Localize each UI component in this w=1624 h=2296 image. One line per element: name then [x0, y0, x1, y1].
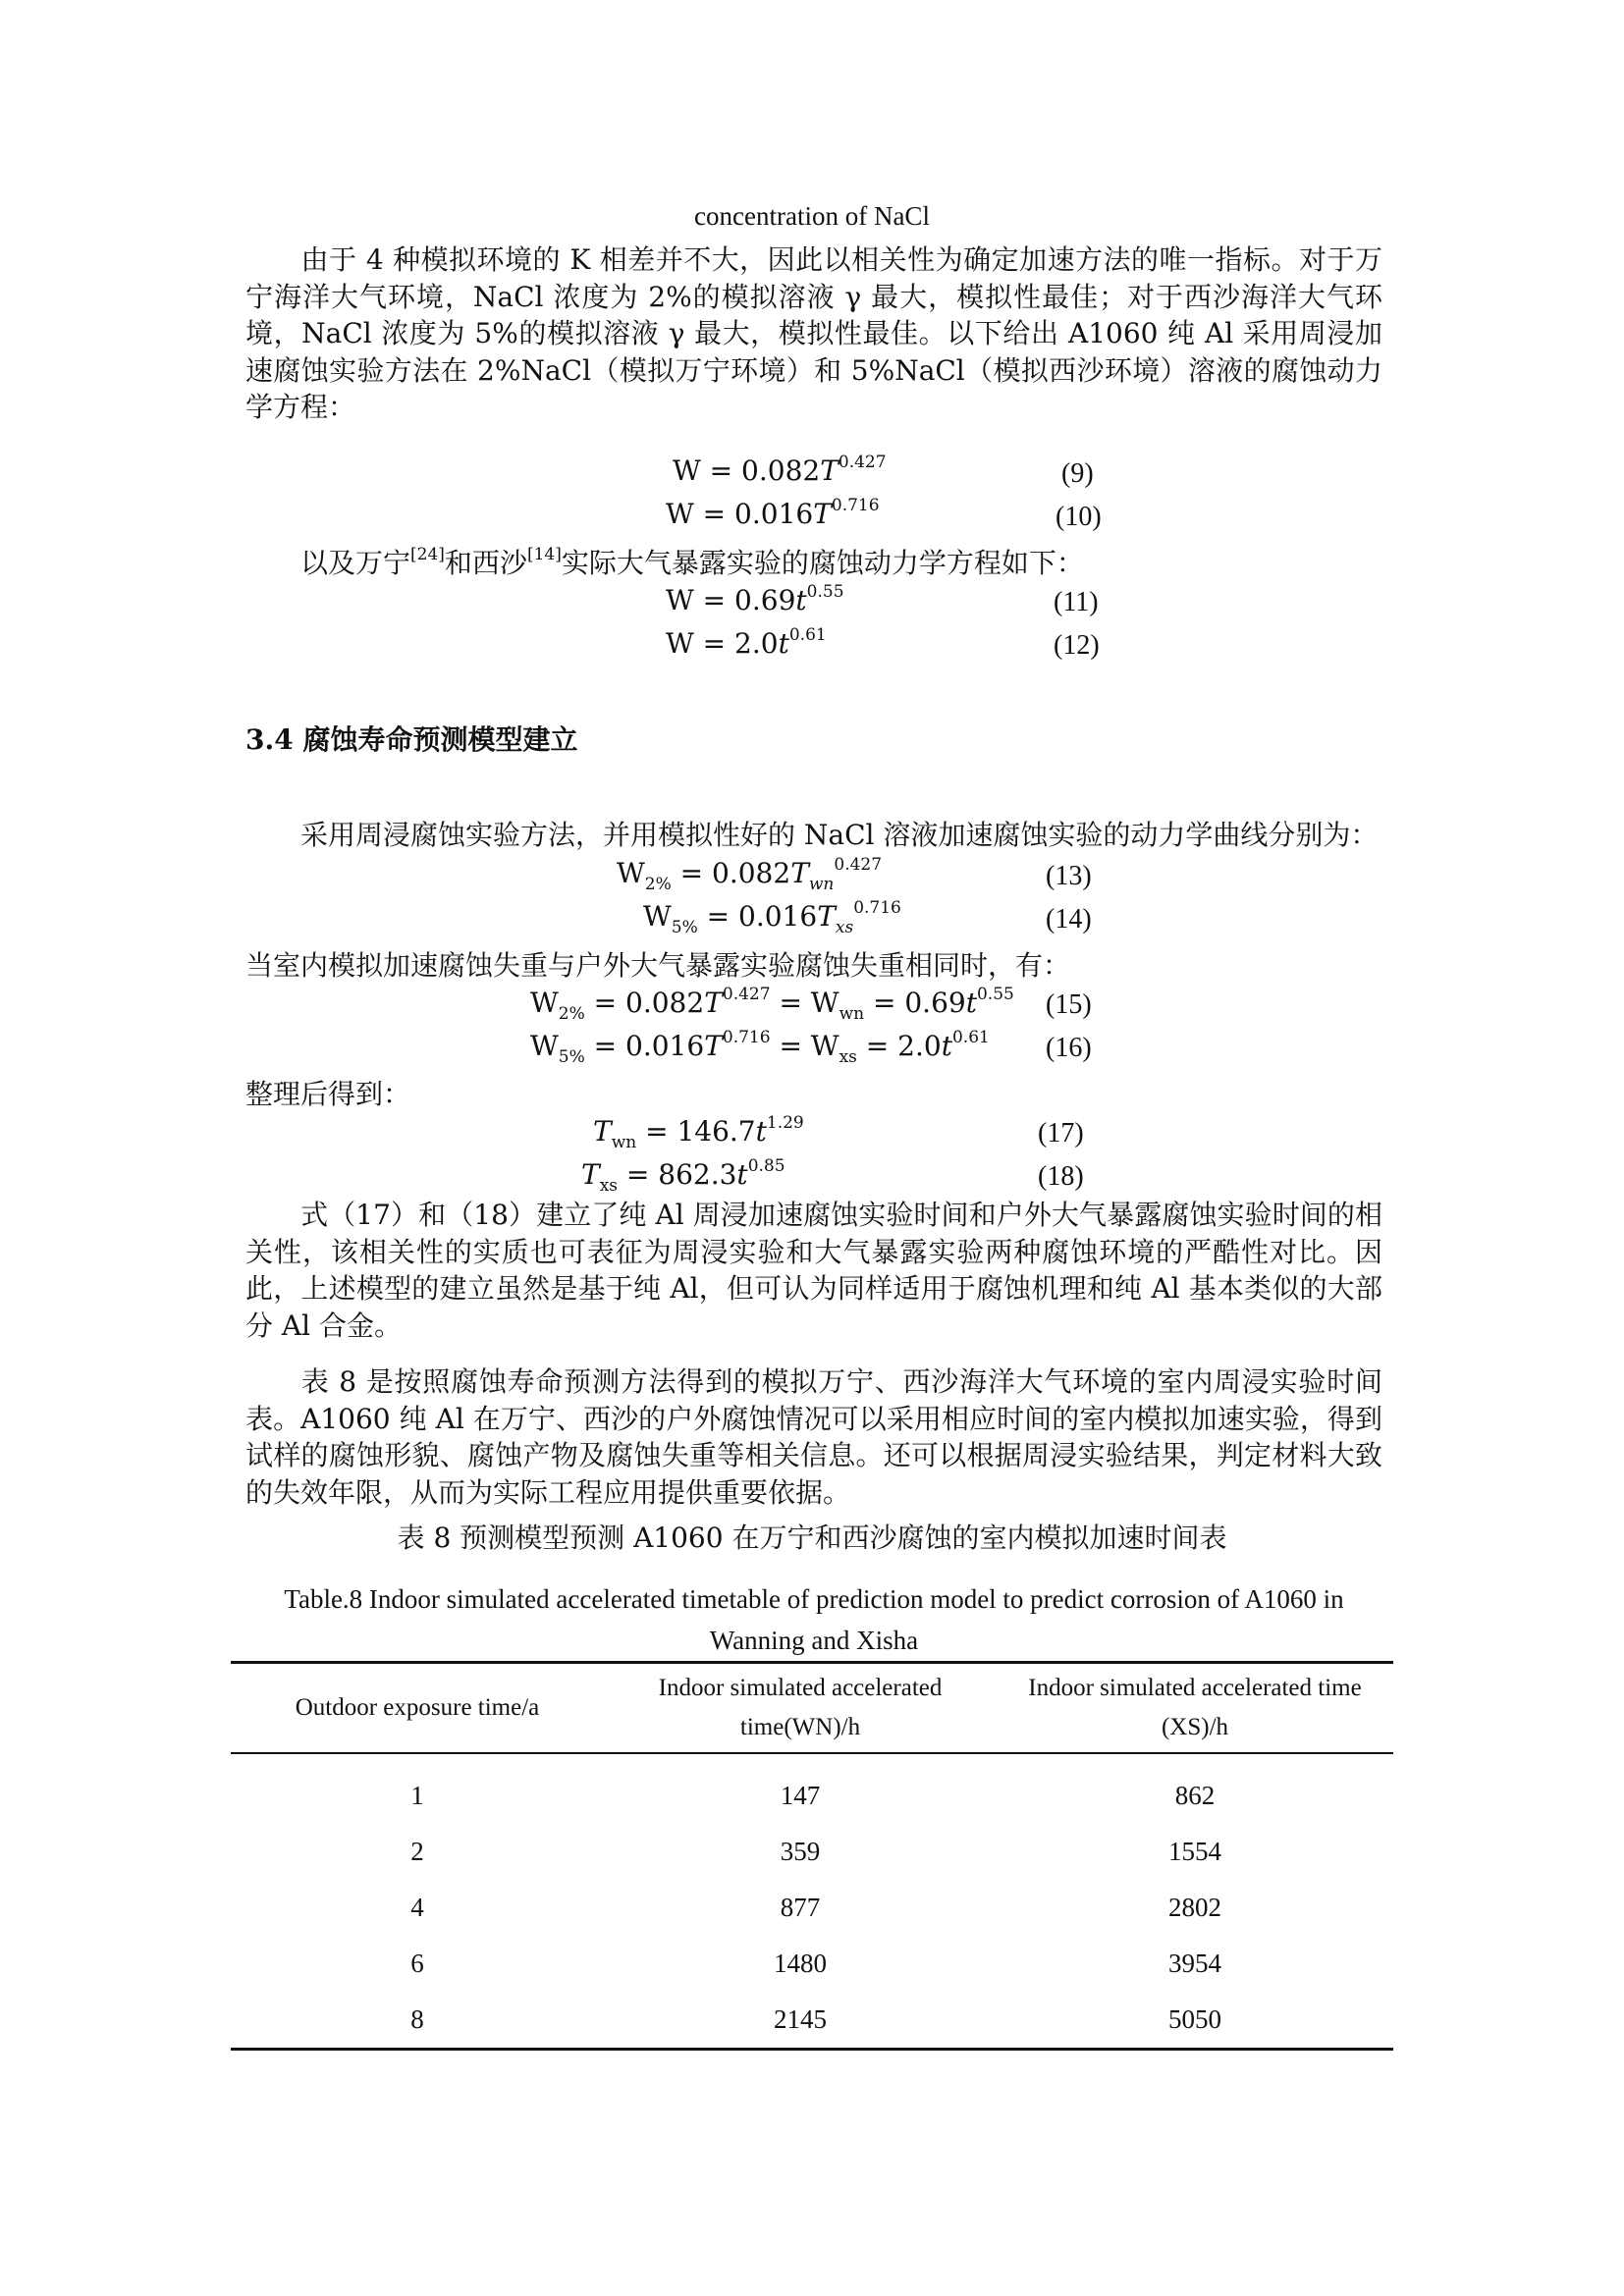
- actual-exposure-intro: 以及万宁[24]和西沙[14]实际大气暴露实验的腐蚀动力学方程如下：: [300, 545, 1084, 579]
- section-heading-3-4: 3.4 腐蚀寿命预测模型建立: [245, 723, 578, 756]
- after-rearranging-line: 整理后得到：: [245, 1078, 411, 1110]
- table-caption-chinese: 表 8 预测模型预测 A1060 在万宁和西沙腐蚀的室内模拟加速时间表: [397, 1522, 1227, 1554]
- paragraph-model-correlation: 式（17）和（18）建立了纯 Al 周浸加速腐蚀实验时间和户外大气暴露腐蚀实验时间的相关性，该相关性的实质也可表征为周浸实验和大气暴露实验两种腐蚀环境的严酷性对比。因此，上述模型的建立虽然是基于纯 Al，但可认为同样适用于腐蚀机理和纯 Al 基本类似的大部分 Al 合金。: [245, 1199, 1382, 1342]
- equation-18: $T_{xs} = 862.3t^{0.85}$: [581, 1156, 785, 1196]
- column-header-wanning: Indoor simulated accelerated time(WN)/h: [658, 1675, 943, 1740]
- column-header-outdoor: Outdoor exposure time/a: [295, 1694, 540, 1721]
- column-header-xisha: Indoor simulated accelerated time (XS)/h: [1028, 1675, 1362, 1740]
- equation-number-17: (17): [1038, 1118, 1084, 1148]
- equation-12: $W = 2.0t^{0.61}$: [666, 625, 827, 660]
- equation-number-16: (16): [1046, 1033, 1092, 1063]
- equation-17: $T_{wn} = 146.7t^{1.29}$: [593, 1113, 804, 1152]
- reference-24: [24]: [410, 545, 445, 564]
- equation-number-13: (13): [1046, 861, 1092, 891]
- equation-11: $W = 0.69t^{0.55}$: [666, 582, 844, 616]
- table-row: 4 877 2802: [410, 1893, 1221, 1922]
- equation-number-15: (15): [1046, 989, 1092, 1020]
- paragraph-table-description: 表 8 是按照腐蚀寿命预测方法得到的模拟万宁、西沙海洋大气环境的室内周浸实验时间表。A1060 纯 Al 在万宁、西沙的户外腐蚀情况可以采用相应时间的室内模拟加速实验，得到试样的腐蚀形貌、腐蚀产物及腐蚀失重等相关信息。还可以根据周浸实验结果，判定材料大致的失效年限，从而为实际工程应用提供重要依据。: [245, 1365, 1382, 1509]
- reference-14: [14]: [526, 545, 562, 564]
- equation-9: $W = 0.082T^{0.427}$: [673, 453, 887, 487]
- paragraph-simulation-selection: 由于 4 种模拟环境的 K 相差并不大，因此以相关性为确定加速方法的唯一指标。对于万宁海洋大气环境，NaCl 浓度为 2%的模拟溶液 γ 最大，模拟性最佳；对于西沙海洋大气环境，NaCl 浓度为 5%的模拟溶液 γ 最大，模拟性最佳。以下给出 A1060 纯 Al 采用周浸加速腐蚀实验方法在 2%NaCl（模拟万宁环境）和 5%NaCl（模拟西沙环境）溶液的腐蚀动力学方程：: [245, 243, 1382, 423]
- equation-16: $W_{5\%} = 0.016T^{0.716} = W_{xs} = 2.0t^{0.61}$: [530, 1028, 990, 1067]
- table-row: 6 1480 3954: [410, 1949, 1221, 1978]
- prediction-timetable: [231, 1661, 1393, 2051]
- equation-number-11: (11): [1054, 587, 1099, 617]
- paragraph-kinetic-curves: 采用周浸腐蚀实验方法，并用模拟性好的 NaCl 溶液加速腐蚀实验的动力学曲线分别为：: [300, 819, 1379, 851]
- table-header-row: [231, 1663, 1393, 1754]
- equation-number-12: (12): [1054, 630, 1100, 661]
- table-row: 2 359 1554: [410, 1837, 1221, 1866]
- equation-15: $W_{2\%} = 0.082T^{0.427} = W_{wn} = 0.69t^{0.55}$: [530, 985, 1014, 1024]
- figure-caption-continuation: concentration of NaCl: [694, 201, 930, 231]
- table-row: 1 147 862: [410, 1781, 1216, 1810]
- equation-number-9: (9): [1061, 458, 1094, 489]
- equation-10: $W = 0.016T^{0.716}$: [666, 496, 880, 530]
- equation-number-10: (10): [1056, 502, 1102, 532]
- table-caption-english: Table.8 Indoor simulated accelerated timetable of prediction model to predict corrosion of A1060 in Wanning and Xisha: [284, 1584, 1344, 1655]
- equation-number-14: (14): [1046, 904, 1092, 934]
- equation-number-18: (18): [1038, 1161, 1084, 1192]
- equality-condition-line: 当室内模拟加速腐蚀失重与户外大气暴露实验腐蚀失重相同时，有：: [245, 949, 1071, 982]
- table-row: 8 2145 5050: [231, 1992, 1393, 2050]
- equation-13: $W_{2\%} = 0.082T_{wn}^{0.427}$: [617, 855, 883, 894]
- equation-14: $W_{5\%} = 0.016T_{xs}^{0.716}$: [643, 898, 901, 937]
